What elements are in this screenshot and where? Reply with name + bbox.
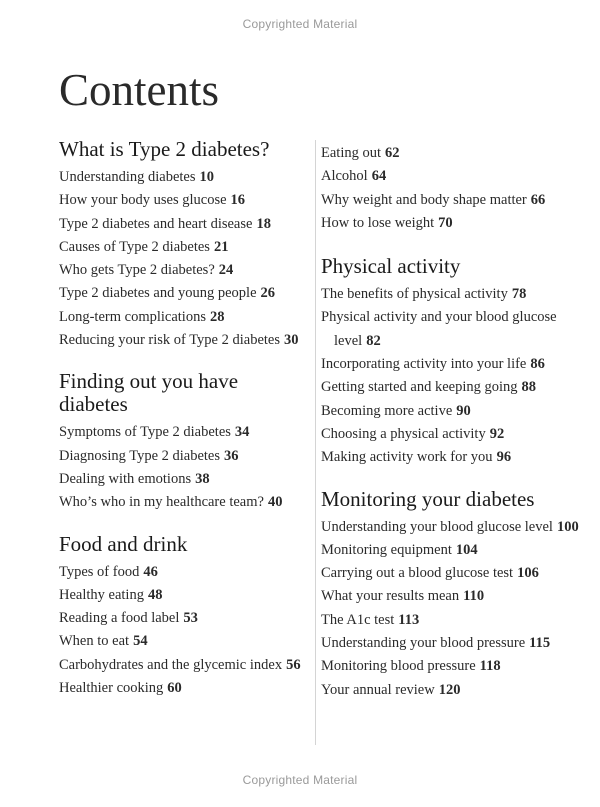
toc-entry-title: Symptoms of Type 2 diabetes: [59, 424, 231, 441]
section-heading: Finding out you have diabetes: [59, 369, 239, 417]
section-heading: Food and drink: [59, 531, 188, 556]
toc-entry-title: Alcohol: [321, 168, 368, 185]
toc-entry-page: 78: [511, 286, 527, 303]
section-heading: What is Type 2 diabetes?: [59, 137, 270, 161]
toc-entry: [321, 306, 591, 353]
toc-entry-title: Monitoring equipment: [321, 541, 452, 558]
toc-entry-title: Making activity work for you: [321, 449, 493, 466]
toc-entry-title: The A1c test: [321, 611, 395, 628]
toc-entry-page: 34: [234, 424, 250, 441]
toc-entry-title: Understanding your blood pressure: [321, 635, 526, 652]
toc-entry-page: 106: [517, 565, 539, 582]
toc-entry: [321, 632, 591, 655]
toc-entry: [321, 562, 591, 585]
toc-section: [321, 488, 591, 702]
toc-entry: [59, 491, 309, 514]
toc-entry-title: Monitoring blood pressure: [321, 658, 476, 675]
toc-entry-title: Eating out: [321, 145, 382, 161]
toc-entry-title: How to lose weight: [321, 214, 435, 231]
toc-entry-title: Carbohydrates and the glycemic index: [59, 656, 283, 673]
toc-entry: [59, 166, 309, 189]
toc-entry-page: 53: [183, 610, 198, 627]
watermark-bottom: Copyrighted Material: [242, 773, 358, 787]
toc-entry-page: 48: [147, 586, 163, 603]
toc-entry-title: Physical activity and your blood glucose level: [321, 309, 557, 349]
toc-entry-title: When to eat: [59, 633, 130, 650]
toc-entry: [321, 353, 591, 376]
toc-entry-page: 70: [438, 214, 453, 231]
toc-entry-page: 36: [224, 447, 239, 464]
toc-entry-title: Type 2 diabetes and young people: [59, 285, 257, 302]
toc-entry-title: Becoming more active: [321, 402, 453, 419]
toc-entry: [321, 283, 591, 306]
toc-entry: [59, 282, 309, 305]
toc-entry: [59, 654, 309, 677]
toc-entry-title: Who’s who in my healthcare team?: [59, 494, 264, 511]
toc-entry-title: Dealing with emotions: [59, 470, 192, 487]
toc-entry: [59, 630, 309, 653]
toc-entry-title: Understanding your blood glucose level: [321, 518, 553, 535]
toc-entry-title: What your results mean: [321, 588, 460, 605]
toc-entry-page: 86: [530, 356, 545, 373]
toc-entry-page: 113: [398, 611, 420, 628]
toc-entry: [321, 585, 591, 608]
toc-entry: [59, 329, 309, 352]
toc-entry: [59, 445, 309, 468]
toc-entry-page: 110: [463, 588, 485, 605]
toc-entry-page: 24: [218, 262, 234, 279]
toc-entry-title: Getting started and keeping going: [321, 379, 518, 396]
toc-entry-title: Reading a food label: [59, 610, 180, 627]
toc-entry-page: 26: [260, 285, 275, 302]
section-heading: Monitoring your diabetes: [321, 486, 535, 511]
toc-entry-page: 118: [479, 658, 501, 675]
toc-entry-page: 46: [143, 563, 158, 580]
toc-entry: [321, 446, 591, 469]
toc-entry-page: 100: [556, 518, 579, 535]
toc-section: [59, 533, 309, 701]
toc-entry-page: 40: [267, 494, 283, 511]
toc-continued-entries: [321, 142, 591, 235]
contents-left-column: [59, 138, 309, 718]
page-title: Contents: [59, 65, 220, 115]
toc-entry-page: 92: [489, 425, 505, 442]
toc-entry-title: Type 2 diabetes and heart disease: [59, 215, 253, 232]
toc-entry-title: Reducing your risk of Type 2 diabetes: [59, 332, 281, 349]
toc-entry-title: Why weight and body shape matter: [321, 191, 527, 208]
toc-entry: [321, 400, 591, 423]
toc-entry-page: 82: [366, 332, 381, 349]
toc-entry-page: 96: [496, 449, 512, 466]
column-divider: [315, 140, 316, 745]
toc-entry-page: 115: [529, 635, 551, 652]
toc-entry: [59, 259, 309, 282]
toc-entry: [59, 421, 309, 444]
toc-entry-title: Diagnosing Type 2 diabetes: [59, 447, 221, 464]
toc-entry-page: 54: [133, 633, 148, 650]
toc-entry: [59, 584, 309, 607]
toc-entry: [321, 516, 591, 539]
toc-entry-page: 56: [286, 656, 301, 673]
toc-entry-title: Long-term complications: [59, 308, 206, 325]
toc-entry: [321, 142, 591, 165]
toc-entry-title: Who gets Type 2 diabetes?: [59, 262, 215, 279]
toc-entry-title: How your body uses glucose: [59, 192, 227, 209]
toc-entry-title: Choosing a physical activity: [321, 425, 486, 442]
toc-entry: [59, 677, 309, 700]
toc-entry-page: 38: [195, 470, 210, 487]
toc-section: [59, 138, 309, 352]
toc-entry: [321, 165, 591, 188]
toc-entry: [321, 212, 591, 235]
toc-entry: [321, 655, 591, 678]
toc-entry-page: 16: [230, 192, 246, 209]
toc-section: [59, 370, 309, 514]
toc-entry-page: 66: [530, 191, 546, 208]
toc-entry: [59, 213, 309, 236]
watermark-top: Copyrighted Material: [242, 17, 358, 31]
toc-entry: [321, 679, 591, 702]
toc-entry: [321, 376, 591, 399]
toc-entry-title: Causes of Type 2 diabetes: [59, 238, 210, 255]
toc-entry: [59, 236, 309, 259]
toc-entry-title: Incorporating activity into your life: [321, 356, 527, 373]
contents-right-column: [321, 142, 591, 720]
toc-entry: [59, 468, 309, 491]
toc-entry-title: Carrying out a blood glucose test: [321, 565, 514, 582]
toc-entry-title: Healthy eating: [59, 586, 144, 603]
section-heading: Physical activity: [321, 254, 461, 279]
toc-entry: [321, 423, 591, 446]
toc-entry-page: 18: [256, 215, 271, 232]
toc-section: [321, 255, 591, 469]
toc-entry: [59, 561, 309, 584]
toc-entry: [321, 189, 591, 212]
toc-entry-title: The benefits of physical activity: [321, 286, 508, 303]
toc-entry: [321, 539, 591, 562]
toc-entry-title: Healthier cooking: [59, 680, 164, 697]
toc-entry: [321, 609, 591, 632]
toc-entry-title: Types of food: [59, 563, 140, 580]
toc-entry-page: 28: [209, 308, 225, 325]
toc-entry-page: 90: [456, 402, 471, 419]
toc-entry: [59, 607, 309, 630]
toc-entry-page: 104: [455, 541, 478, 558]
toc-entry: [59, 306, 309, 329]
toc-entry-page: 62: [385, 145, 400, 161]
toc-entry-page: 64: [371, 168, 387, 185]
toc-entry-title: Understanding diabetes: [59, 169, 196, 185]
toc-entry: [59, 189, 309, 212]
toc-entry-page: 88: [521, 379, 537, 396]
toc-entry-page: 60: [167, 680, 182, 697]
toc-entry-page: 10: [199, 169, 215, 185]
toc-entry-page: 120: [438, 681, 461, 698]
toc-entry-page: 30: [284, 332, 299, 349]
toc-entry-page: 21: [213, 238, 229, 255]
toc-entry-title: Your annual review: [321, 681, 435, 698]
